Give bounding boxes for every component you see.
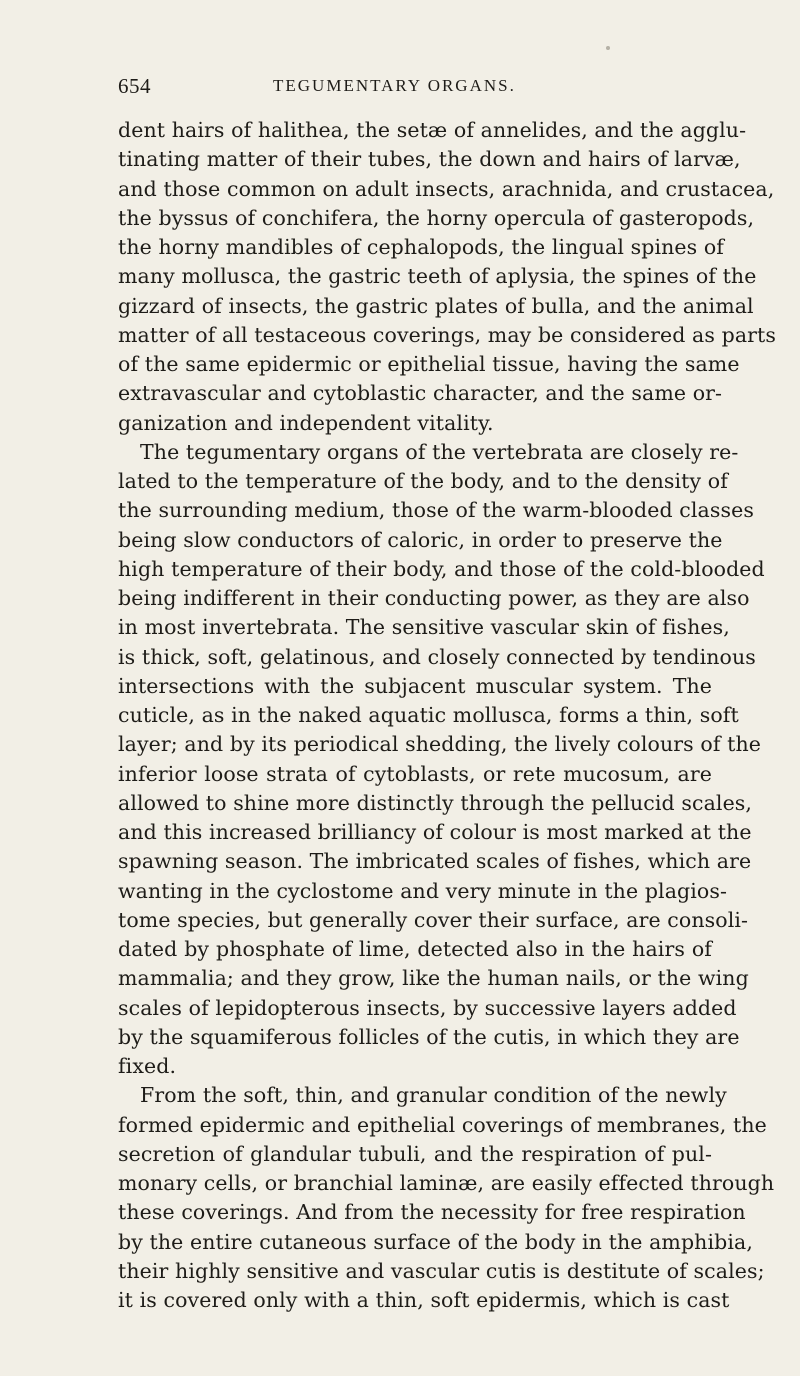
text-line: their highly sensitive and vascular cutis is destitute of scales;	[118, 1258, 765, 1283]
text-line: layer; and by its periodical shedding, the lively colours of the	[118, 732, 762, 757]
text-line: intersections with the subjacent muscular system. The	[118, 673, 712, 698]
running-head: TEGUMENTARY ORGANS.	[273, 76, 516, 95]
text-line: gizzard of insects, the gastric plates of bulla, and the animal	[118, 293, 754, 318]
text-line: by the entire cutaneous surface of the body in the amphibia,	[118, 1229, 753, 1254]
text-line: fixed.	[118, 1054, 177, 1078]
text-line: extravascular and cytoblastic character, and the same or-	[118, 381, 723, 406]
text-line: by the squamiferous follicles of the cutis, in which they are	[118, 1024, 740, 1049]
text-line: secretion of glandular tubuli, and the respiration of pul-	[118, 1141, 712, 1166]
text-line: tinating matter of their tubes, the down and hairs of larvæ,	[118, 147, 741, 172]
text-line: being slow conductors of caloric, in order to preserve the	[118, 527, 723, 552]
text-line: allowed to shine more distinctly through the pellucid scales,	[118, 790, 753, 815]
text-line: the horny mandibles of cephalopods, the lingual spines of	[118, 235, 724, 259]
body-text	[118, 116, 777, 1315]
text-line: matter of all testaceous coverings, may be considered as parts	[118, 322, 777, 347]
text-line: in most invertebrata. The sensitive vascular skin of fishes,	[118, 615, 730, 640]
text-line: formed epidermic and epithelial coverings of membranes, the	[118, 1112, 767, 1137]
paper-speck	[606, 46, 610, 50]
text-line: being indifferent in their conducting power, as they are also	[118, 586, 750, 610]
text-line: mammalia; and they grow, like the human nails, or the wing	[118, 966, 749, 991]
text-line: these coverings. And from the necessity for free respiration	[118, 1200, 746, 1225]
text-line: ganization and independent vitality.	[118, 410, 494, 435]
text-line: the byssus of conchifera, the horny opercula of gasteropods,	[118, 205, 755, 230]
text-line: of the same epidermic or epithelial tissue, having the same	[118, 352, 740, 376]
text-line: cuticle, as in the naked aquatic mollusca, forms a thin, soft	[118, 703, 739, 727]
text-line: and this increased brilliancy of colour is most marked at the	[118, 820, 752, 844]
text-line: monary cells, or branchial laminæ, are easily effected through	[118, 1171, 775, 1195]
paragraph-first-line: From the soft, thin, and granular condition of the newly	[140, 1083, 727, 1108]
text-line: the surrounding medium, those of the warm-blooded classes	[118, 498, 754, 523]
text-line: inferior loose strata of cytoblasts, or rete mucosum, are	[118, 761, 712, 786]
text-line: and those common on adult insects, arachnida, and crustacea,	[118, 176, 775, 201]
text-line: tome species, but generally cover their surface, are consoli-	[118, 907, 749, 932]
text-line: lated to the temperature of the body, and to the density of	[118, 469, 728, 493]
text-line: it is covered only with a thin, soft epidermis, which is cast	[118, 1288, 730, 1312]
text-line: is thick, soft, gelatinous, and closely connected by tendinous	[118, 644, 756, 669]
page-header	[118, 74, 700, 98]
text-line: dent hairs of halithea, the setæ of annelides, and the agglu-	[118, 118, 747, 142]
text-line: dated by phosphate of lime, detected also in the hairs of	[118, 937, 712, 961]
text-line: scales of lepidopterous insects, by successive layers added	[118, 995, 737, 1020]
text-line: high temperature of their body, and those of the cold-blooded	[118, 556, 765, 581]
paragraph-first-line: The tegumentary organs of the vertebrata are closely re-	[140, 439, 739, 464]
text-line: spawning season. The imbricated scales of fishes, which are	[118, 849, 752, 874]
text-line: wanting in the cyclostome and very minute in the plagios-	[118, 878, 727, 903]
text-line: many mollusca, the gastric teeth of aplysia, the spines of the	[118, 264, 757, 289]
page-number: 654	[118, 74, 151, 98]
